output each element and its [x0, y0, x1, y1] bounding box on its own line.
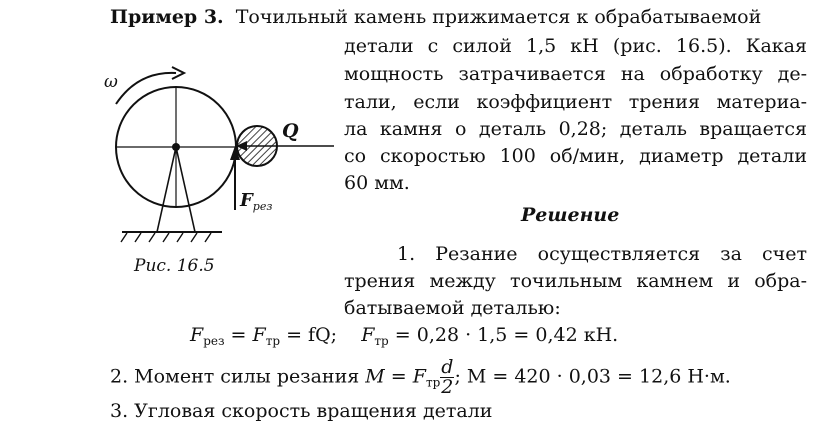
problem-heading: Пример 3. [110, 6, 224, 28]
stand-left-leg [157, 147, 176, 232]
ground-hatching [121, 233, 211, 242]
formula-cutting-force: $F_{рез} = F_{тр}$ = fQ; $F_{тр} = 0,28 \cdot 1,5 = 0,42$ кН. [190, 324, 619, 348]
problem-line-1: Точильный камень прижимается к обрабатываемой [235, 6, 762, 28]
q-force-label: Q [282, 120, 299, 142]
figure-caption: Рис. 16.5 [134, 256, 215, 276]
problem-line-4: тали, если коэффициент трения материа- [344, 91, 807, 113]
fraction-d-over-2: $\frac{d}{2}$ [441, 356, 454, 398]
omega-label: ω [104, 72, 118, 92]
solution-step-1-line-1: 1. Резание осуществляется за счет [397, 243, 807, 265]
problem-line-6: со скоростью 100 об/мин, диаметр детали [344, 145, 807, 167]
stand-right-leg [176, 147, 195, 232]
problem-first-line [110, 6, 807, 28]
problem-line-3: мощность затрачивается на обработку де- [344, 63, 807, 85]
problem-line-7: 60 мм. [344, 172, 410, 194]
cutting-force-label: $F_{рез}$ [240, 190, 273, 213]
problem-line-5: ла камня о деталь 0,28; деталь вращается [344, 118, 807, 140]
solution-heading: Решение [521, 204, 620, 226]
problem-line-2: детали с силой 1,5 кН (рис. 16.5). Какая [344, 35, 807, 57]
solution-step-2: 2. Момент силы резания $M = F_{тр}$ $\frac{d}{2}$ ; M = 420 · 0,03 = 12,6 Н·м. [110, 356, 731, 398]
solution-step-1-line-2: трения между точильным камнем и обра- [344, 270, 807, 292]
solution-step-1-line-3: батываемой деталью: [344, 297, 561, 319]
solution-step-3: 3. Угловая скорость вращения детали [110, 400, 493, 422]
